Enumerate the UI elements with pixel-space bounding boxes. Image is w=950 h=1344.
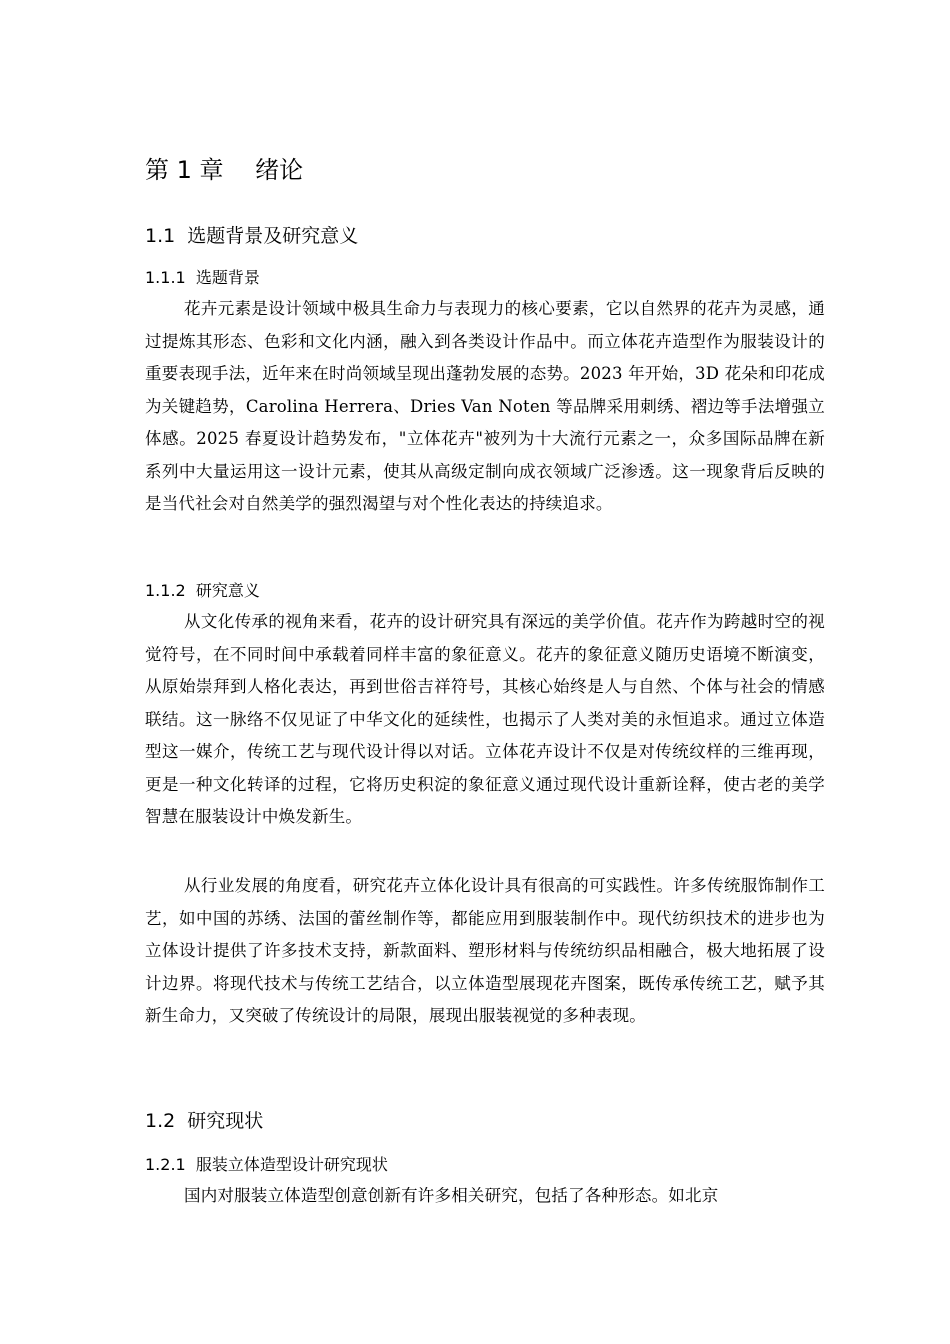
paragraph-background: 花卉元素是设计领域中极具生命力与表现力的核心要素，它以自然界的花卉为灵感，通过提炼其形态、色彩和文化内涵，融入到各类设计作品中。而立体花卉造型作为服装设计的重要表现手法，近年来在时尚领域呈现出蓬勃发展的态势。2023 年开始，3D 花朵和印花成为关键趋势，Carolina Herrera、Dries Van Noten 等品牌采用刺绣、褶边等手法增强立体感。2025 春夏设计趋势发布，"立体花卉"被列为十大流行元素之一，众多国际品牌在新系列中大量运用这一设计元素，使其从高级定制向成衣领域广泛渗透。这一现象背后反映的是当代社会对自然美学的强烈渴望与对个性化表达的持续追求。 — [145, 299, 825, 513]
subsection-heading-1-2-1: 1.2.1 服装立体造型设计研究现状 — [145, 1155, 388, 1174]
paragraph-research-status: 国内对服装立体造型创意创新有许多相关研究，包括了各种形态。如北京 — [184, 1186, 719, 1205]
section-heading-1-1: 1.1 选题背景及研究意义 — [145, 225, 359, 247]
paragraph-significance-culture: 从文化传承的视角来看，花卉的设计研究具有深远的美学价值。花卉作为跨越时空的视觉符号，在不同时间中承载着同样丰富的象征意义。花卉的象征意义随历史语境不断演变，从原始崇拜到人格化表达，再到世俗吉祥符号，其核心始终是人与自然、个体与社会的情感联结。这一脉络不仅见证了中华文化的延续性，也揭示了人类对美的永恒追求。通过立体造型这一媒介，传统工艺与现代设计得以对话。立体花卉设计不仅是对传统纹样的三维再现，更是一种文化转译的过程，它将历史积淀的象征意义通过现代设计重新诠释，使古老的美学智慧在服装设计中焕发新生。 — [145, 612, 825, 826]
section-heading-1-2: 1.2 研究现状 — [145, 1110, 264, 1132]
paragraph-significance-industry: 从行业发展的角度看，研究花卉立体化设计具有很高的可实践性。许多传统服饰制作工艺，如中国的苏绣、法国的蕾丝制作等，都能应用到服装制作中。现代纺织技术的进步也为立体设计提供了许多技术支持，新款面料、塑形材料与传统纺织品相融合，极大地拓展了设计边界。将现代技术与传统工艺结合，以立体造型展现花卉图案，既传承传统工艺，赋予其新生命力，又突破了传统设计的局限，展现出服装视觉的多种表现。 — [145, 876, 825, 1025]
subsection-heading-1-1-2: 1.1.2 研究意义 — [145, 581, 260, 600]
chapter-title: 第 1 章 绪论 — [145, 156, 304, 184]
subsection-heading-1-1-1: 1.1.1 选题背景 — [145, 268, 260, 287]
